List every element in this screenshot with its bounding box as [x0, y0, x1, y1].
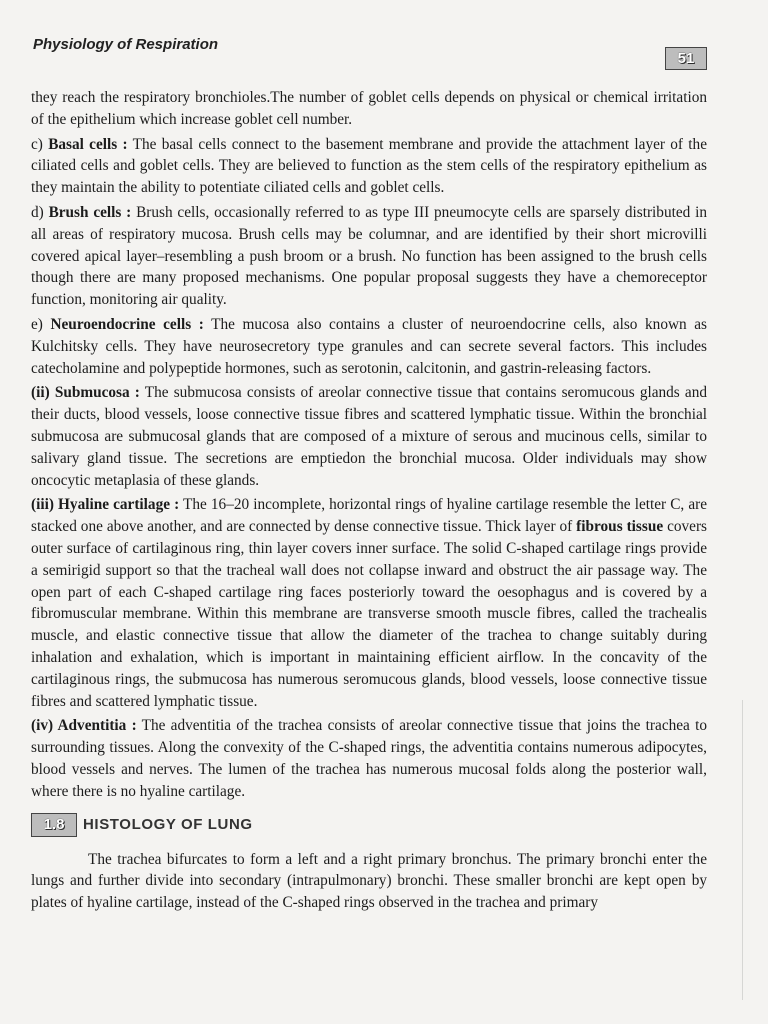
- paragraph-goblet-continued: they reach the respiratory bronchioles.The number of goblet cells depends on physical or chemical irritation of the epithelium which increase goblet cell number.: [31, 89, 707, 128]
- page-edge-shadow: [742, 700, 743, 1000]
- paragraph-text: The basal cells connect to the basement membrane and provide the attachment layer of the ciliated cells and goblet cells. They are believed to function as the stem cells of the respiratory epithelium as they maintain the ability to potentiate ciliated cells and goblet cells.: [31, 135, 707, 197]
- item-label: e): [31, 315, 51, 333]
- term-neuroendocrine-cells: Neuroendocrine cells :: [50, 315, 204, 333]
- paragraph-histology-lung: The trachea bifurcates to form a left and a right primary bronchus. The primary bronchi enter the lungs and further divide into secondary (intrapulmonary) bronchi. These smaller bronchi are kept open by plates of hyaline cartilage, instead of the C-shaped rings observed in the trachea and primary: [31, 850, 707, 912]
- paragraph-basal-cells: [31, 134, 707, 199]
- term-hyaline-cartilage: (iii) Hyaline cartilage :: [31, 496, 180, 514]
- paragraph-text: The submucosa consists of areolar connective tissue that contains seromucous glands and their ducts, blood vessels, loose connective tissue fibres and scattered lymphatic tissue. Within the bronchial submucosa are submucosal glands that are composed of a mixture of serous and mucinous cells, similar to salivary gland tissue. The secretions are emptiedon the bronchial mucosa. Older individuals may show oncocytic metaplasia of these glands.: [31, 384, 707, 489]
- section-heading: [31, 813, 707, 837]
- term-adventitia: (iv) Adventitia :: [31, 717, 137, 735]
- paragraph-text: The 16–20 incomplete, horizontal rings of hyaline cartilage resemble the letter C, are stacked one above another, and are connected by dense connective tissue. Thick layer of: [31, 496, 707, 536]
- term-brush-cells: Brush cells :: [48, 203, 132, 221]
- item-label: d): [31, 203, 49, 221]
- section-title: HISTOLOGY OF LUNG: [83, 815, 253, 833]
- paragraph-text: The adventitia of the trachea consists of areolar connective tissue that joins the trachea to surrounding tissues. Along the convexity of the C-shaped rings, the adventitia contains numerous adipocytes, blood vessels and nerves. The lumen of the trachea has numerous mucosal folds along the posterior wall, where there is no hyaline cartilage.: [31, 717, 707, 800]
- paragraph-brush-cells: [31, 202, 707, 311]
- paragraph-adventitia: [31, 715, 707, 802]
- paragraph-submucosa: [31, 382, 707, 491]
- paragraph-text: Brush cells, occasionally referred to as type III pneumocyte cells are sparsely distributed in all areas of respiratory mucosa. Brush cells may be columnar, and are identified by their short microvilli covered apical layer–resembling a push broom or a brush. No function has been assigned to the brush cells though there are many proposed mechanisms. One popular proposal suggests they have a chemoreceptor function, monitoring air quality.: [31, 203, 707, 309]
- running-header-title: Physiology of Respiration: [33, 36, 219, 53]
- paragraph-neuroendocrine-cells: [31, 314, 707, 379]
- paragraph-text: covers outer surface of cartilaginous ring, thin layer covers inner surface. The solid C-shaped cartilage rings provide a semirigid support so that the tracheal wall does not collapse inward and obstruct the air passage way. The open part of each C-shaped cartilage ring faces posteriorly toward the oesophagus and is covered by a fibromuscular membrane. Within this membrane are transverse smooth muscle fibres, called the trachealis muscle, and elastic connective tissue that allow the diameter of the trachea to change suitably during inhalation and exhalation, which is important in maintaining efficient airflow. In the concavity of the cartilaginous rings, the submucosa has numerous seromucous glands, blood vessels, loose connective tissue fibres and scattered lymphatic tissue.: [31, 518, 707, 710]
- paragraph-text: The mucosa also contains a cluster of neuroendocrine cells, also known as Kulchitsky cells. They have neurosecretory type granules and can secrete several factors. This includes catecholamine and polypeptide hormones, such as serotonin, calcitonin, and gastrin-releasing factors.: [31, 315, 707, 377]
- item-label: c): [31, 135, 49, 153]
- term-submucosa: (ii) Submucosa :: [31, 384, 140, 402]
- body-text: [31, 87, 707, 917]
- term-basal-cells: Basal cells :: [48, 135, 128, 153]
- section-number-badge: 1.8: [31, 813, 77, 837]
- page-number-badge: 51: [665, 47, 707, 70]
- term-fibrous-tissue: fibrous tissue: [576, 518, 664, 536]
- paragraph-hyaline-cartilage: [31, 494, 707, 712]
